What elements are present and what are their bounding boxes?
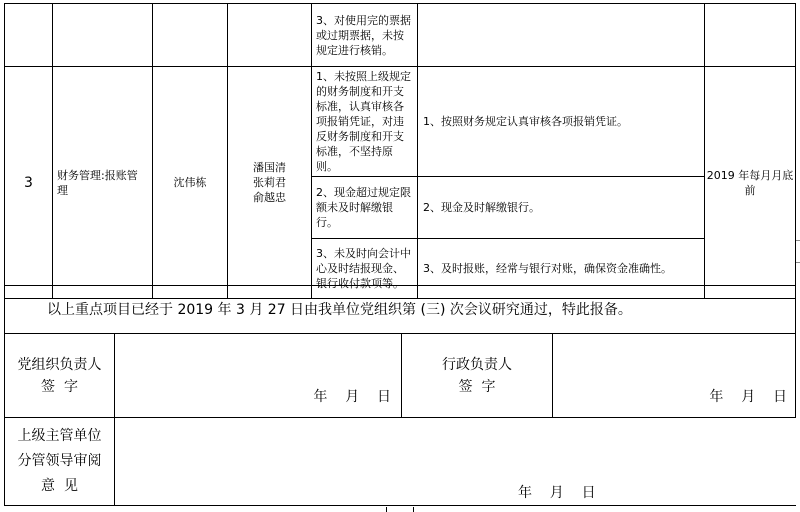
statement-row bbox=[5, 286, 796, 334]
scrollbar-tick bbox=[796, 262, 800, 263]
responsible-cell-empty bbox=[153, 4, 228, 67]
table-continuation-line bbox=[413, 507, 414, 512]
superior-review-field[interactable] bbox=[115, 418, 796, 506]
risk-cell: 2、现金超过规定限额未及时解缴银行。 bbox=[312, 177, 418, 239]
measure-cell: 1、按照财务规定认真审核各项报销凭证。 bbox=[418, 67, 705, 177]
party-leader-label-line2: 签 字 bbox=[41, 378, 78, 395]
review-row bbox=[5, 418, 796, 506]
signature-table bbox=[4, 285, 796, 506]
number-cell-empty bbox=[5, 4, 53, 67]
superior-date: 年 月 日 bbox=[518, 485, 596, 501]
risk-table bbox=[4, 3, 796, 299]
measure-cell: 2、现金及时解缴银行。 bbox=[418, 177, 705, 239]
signature-row bbox=[5, 334, 796, 418]
supervisor-cell-empty bbox=[228, 4, 312, 67]
item-supervisors: 潘国清 张莉君 俞越忠 bbox=[228, 67, 312, 299]
measure-cell-empty bbox=[418, 4, 705, 67]
superior-label-line1: 上级主管单位 bbox=[17, 428, 102, 444]
category-cell-empty bbox=[53, 4, 153, 67]
item-number: 3 bbox=[5, 67, 53, 299]
admin-date: 年 月 日 bbox=[709, 389, 787, 405]
superior-label-line3: 意 见 bbox=[41, 478, 78, 494]
party-date: 年 月 日 bbox=[313, 389, 391, 405]
item-deadline: 2019 年每月月底前 bbox=[705, 67, 796, 299]
scrollbar-tick bbox=[796, 240, 800, 241]
risk-cell: 1、未按照上级规定的财务制度和开支标准，认真审核各项报销凭证，对违反财务制度和开支标准，不坚持原则。 bbox=[312, 67, 418, 177]
superior-label-line2: 分管领导审阅 bbox=[17, 453, 102, 469]
measure-cell: 3、及时报账，经常与银行对账，确保资金准确性。 bbox=[418, 239, 705, 299]
table-row bbox=[5, 67, 796, 177]
party-leader-label-line1: 党组织负责人 bbox=[17, 356, 102, 373]
party-leader-signature-field[interactable] bbox=[115, 334, 402, 418]
item-responsible: 沈伟栋 bbox=[153, 67, 228, 299]
item-category: 财务管理:报账管理 bbox=[53, 67, 153, 299]
party-leader-label bbox=[5, 334, 115, 418]
admin-leader-label-line2: 签 字 bbox=[458, 378, 496, 395]
statement-text: 以上重点项目已经于 2019 年 3 月 27 日由我单位党组织第 (三) 次会议研究通过，特此报备。 bbox=[5, 286, 796, 334]
table-row bbox=[5, 4, 796, 67]
table-continuation-line bbox=[386, 507, 387, 512]
admin-leader-label-line1: 行政负责人 bbox=[442, 356, 512, 373]
admin-leader-signature-field[interactable] bbox=[553, 334, 796, 418]
risk-cell: 3、未及时向会计中心及时结报现金、银行收付款项等。 bbox=[312, 239, 418, 299]
admin-leader-label bbox=[402, 334, 553, 418]
superior-leader-label bbox=[5, 418, 115, 506]
risk-cell: 3、对使用完的票据或过期票据，未按规定进行核销。 bbox=[312, 4, 418, 67]
deadline-cell-empty bbox=[705, 4, 796, 67]
